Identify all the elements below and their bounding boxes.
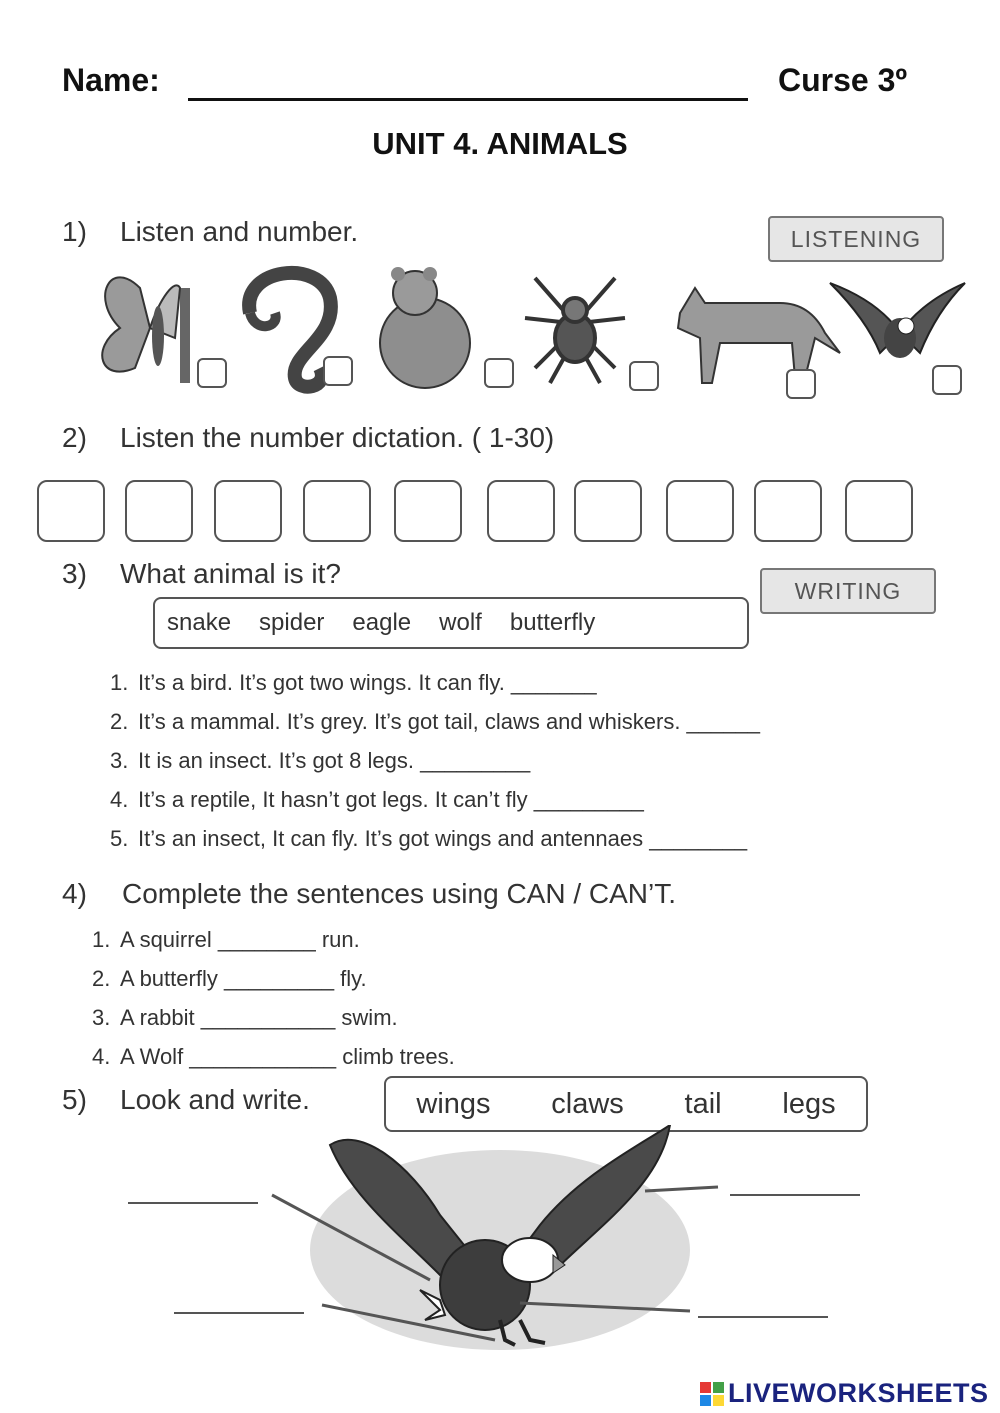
dictation-box-5[interactable] bbox=[394, 480, 462, 542]
number-box-eagle[interactable] bbox=[932, 365, 962, 395]
q3-item-2[interactable]: It’s a mammal. It’s grey. It’s got tail, claws and whiskers. ______ bbox=[138, 709, 760, 734]
dictation-box-8[interactable] bbox=[666, 480, 734, 542]
q3-item-3[interactable]: It is an insect. It’s got 8 legs. _________ bbox=[138, 748, 531, 773]
q4-item-4-number: 4. bbox=[92, 1044, 111, 1069]
curse-label: Curse 3º bbox=[778, 62, 908, 98]
q3-word-bank bbox=[153, 597, 749, 649]
answer-line-claws[interactable] bbox=[174, 1312, 304, 1314]
q4-item-2-number: 2. bbox=[92, 966, 111, 991]
number-box-wolf[interactable] bbox=[786, 369, 816, 399]
q3-item-1-number: 1. bbox=[110, 670, 129, 695]
word-butterfly: butterfly bbox=[509, 609, 596, 636]
number-box-snake[interactable] bbox=[323, 356, 353, 386]
number-box-butterfly[interactable] bbox=[197, 358, 227, 388]
butterfly-icon bbox=[102, 277, 190, 383]
word-tail: tail bbox=[684, 1087, 722, 1120]
number-box-bear[interactable] bbox=[484, 358, 514, 388]
dictation-box-3[interactable] bbox=[214, 480, 282, 542]
eagle-diagram bbox=[0, 1125, 1000, 1375]
answer-line-legs[interactable] bbox=[698, 1316, 828, 1318]
dictation-box-2[interactable] bbox=[125, 480, 193, 542]
word-claws: claws bbox=[551, 1087, 624, 1120]
snake-icon bbox=[249, 273, 331, 387]
dictation-box-7[interactable] bbox=[574, 480, 642, 542]
q1-text: Listen and number. bbox=[120, 216, 359, 247]
liveworksheets-logo bbox=[700, 1378, 989, 1409]
name-line[interactable] bbox=[188, 98, 748, 101]
q5-number: 5) bbox=[62, 1084, 87, 1115]
q4-item-2[interactable]: A butterfly _________ fly. bbox=[120, 966, 367, 991]
q3-item-4-number: 4. bbox=[110, 787, 129, 812]
q3-number: 3) bbox=[62, 558, 87, 589]
q4-item-1[interactable]: A squirrel ________ run. bbox=[120, 927, 360, 952]
word-legs: legs bbox=[782, 1087, 836, 1120]
dictation-box-1[interactable] bbox=[37, 480, 105, 542]
page-title: UNIT 4. ANIMALS bbox=[372, 126, 628, 161]
q4-number: 4) bbox=[62, 878, 87, 909]
q3-item-4[interactable]: It’s a reptile, It hasn’t got legs. It can’t fly _________ bbox=[138, 787, 644, 812]
answer-line-wings[interactable] bbox=[730, 1194, 860, 1196]
dictation-box-6[interactable] bbox=[487, 480, 555, 542]
q3-item-3-number: 3. bbox=[110, 748, 129, 773]
bear-icon bbox=[380, 267, 470, 388]
q3-item-2-number: 2. bbox=[110, 709, 129, 734]
word-wings: wings bbox=[416, 1087, 491, 1120]
q5-text: Look and write. bbox=[120, 1084, 310, 1115]
answer-line-tail[interactable] bbox=[128, 1202, 258, 1204]
name-label: Name: bbox=[62, 62, 160, 98]
q4-item-1-number: 1. bbox=[92, 927, 111, 952]
q4-item-4[interactable]: A Wolf ____________ climb trees. bbox=[120, 1044, 455, 1069]
listening-badge: LISTENING bbox=[768, 216, 944, 262]
dictation-box-4[interactable] bbox=[303, 480, 371, 542]
dictation-box-9[interactable] bbox=[754, 480, 822, 542]
writing-badge: WRITING bbox=[760, 568, 936, 614]
spider-icon bbox=[525, 278, 625, 383]
q4-item-3-number: 3. bbox=[92, 1005, 111, 1030]
q2-text: Listen the number dictation. ( 1-30) bbox=[120, 422, 555, 453]
number-box-spider[interactable] bbox=[629, 361, 659, 391]
q3-item-5[interactable]: It’s an insect, It can fly. It’s got wings and antennaes ________ bbox=[138, 826, 748, 851]
dictation-box-10[interactable] bbox=[845, 480, 913, 542]
word-spider: spider bbox=[259, 609, 325, 636]
word-wolf: wolf bbox=[439, 609, 482, 636]
eagle-head bbox=[502, 1238, 558, 1282]
word-snake: snake bbox=[167, 609, 232, 636]
q3-item-5-number: 5. bbox=[110, 826, 129, 851]
arrow-wings bbox=[645, 1187, 718, 1191]
q1-number: 1) bbox=[62, 216, 87, 247]
word-eagle: eagle bbox=[352, 609, 412, 636]
q5-word-bank bbox=[384, 1076, 868, 1132]
logo-text: LIVEWORKSHEETS bbox=[728, 1378, 989, 1408]
logo-grid-icon bbox=[700, 1382, 724, 1406]
q3-item-1[interactable]: It’s a bird. It’s got two wings. It can fly. _______ bbox=[138, 670, 597, 695]
q4-text: Complete the sentences using CAN / CAN’T. bbox=[122, 878, 677, 909]
q2-number: 2) bbox=[62, 422, 87, 453]
wolf-icon bbox=[678, 288, 840, 383]
q4-item-3[interactable]: A rabbit ___________ swim. bbox=[120, 1005, 398, 1030]
eagle-icon bbox=[830, 283, 965, 358]
q3-text: What animal is it? bbox=[120, 558, 341, 589]
